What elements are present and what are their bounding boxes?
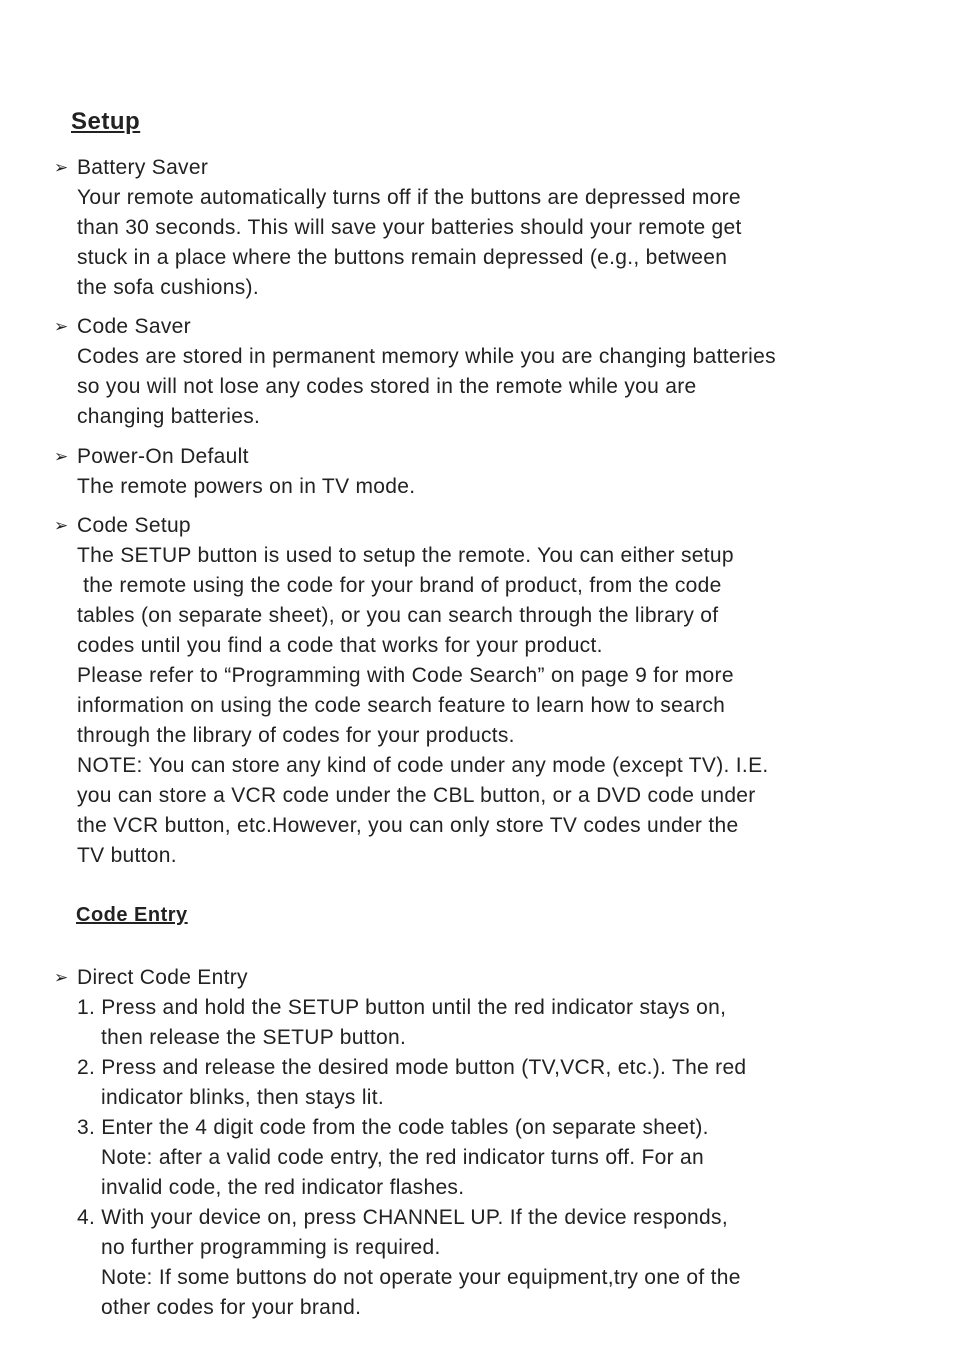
section-title: Code Saver (77, 315, 191, 338)
step-line: no further programming is required. (101, 1236, 441, 1259)
section-body (77, 342, 776, 432)
step-line: 2. Press and release the desired mode button (TV,VCR, etc.). The red (77, 1056, 747, 1079)
body-line: stuck in a place where the buttons remain depressed (e.g., between (77, 246, 728, 269)
step-line: Note: after a valid code entry, the red indicator turns off. For an (101, 1146, 704, 1169)
bullet-arrow-icon: ➢ (54, 317, 69, 336)
body-line: through the library of codes for your products. (77, 724, 515, 747)
step-line: other codes for your brand. (101, 1296, 362, 1319)
section-title: Battery Saver (77, 156, 209, 179)
body-line: information on using the code search feature to learn how to search (77, 694, 726, 717)
body-line: the VCR button, etc.However, you can only store TV codes under the (77, 814, 739, 837)
step-line: then release the SETUP button. (101, 1026, 407, 1049)
step-line: invalid code, the red indicator flashes. (101, 1176, 465, 1199)
body-line: than 30 seconds. This will save your batteries should your remote get (77, 216, 742, 239)
bullet-arrow-icon: ➢ (54, 516, 69, 535)
bullet-arrow-icon: ➢ (54, 158, 69, 177)
section-body (77, 541, 769, 871)
body-line: the sofa cushions). (77, 276, 259, 299)
body-line: you can store a VCR code under the CBL button, or a DVD code under (77, 784, 756, 807)
step-line: 4. With your device on, press CHANNEL UP. If the device responds, (77, 1206, 728, 1229)
step-line: indicator blinks, then stays lit. (101, 1086, 385, 1109)
step-line: 3. Enter the 4 digit code from the code tables (on separate sheet). (77, 1116, 709, 1139)
section-title: Code Setup (77, 514, 191, 537)
section-title: Power-On Default (77, 445, 249, 468)
step-line: Note: If some buttons do not operate your equipment,try one of the (101, 1266, 741, 1289)
step-line: 1. Press and hold the SETUP button until the red indicator stays on, (77, 996, 727, 1019)
setup-heading: Setup (71, 108, 141, 135)
bullet-arrow-icon: ➢ (54, 447, 69, 466)
body-line: The remote powers on in TV mode. (77, 475, 416, 498)
body-line: changing batteries. (77, 405, 261, 428)
body-line: codes until you find a code that works for your product. (77, 634, 603, 657)
section-body (77, 183, 742, 303)
body-line: NOTE: You can store any kind of code under any mode (except TV). I.E. (77, 754, 769, 777)
code-entry-heading: Code Entry (76, 904, 188, 926)
body-line: tables (on separate sheet), or you can search through the library of (77, 604, 719, 627)
body-line: the remote using the code for your brand of product, from the code (77, 574, 722, 597)
section-body (77, 993, 746, 1323)
body-line: TV button. (77, 844, 177, 867)
body-line: so you will not lose any codes stored in the remote while you are (77, 375, 697, 398)
body-line: Please refer to “Programming with Code Search” on page 9 for more (77, 664, 734, 687)
section-body (77, 472, 415, 502)
body-line: Codes are stored in permanent memory while you are changing batteries (77, 345, 776, 368)
body-line: The SETUP button is used to setup the remote. You can either setup (77, 544, 734, 567)
body-line: Your remote automatically turns off if the buttons are depressed more (77, 186, 741, 209)
bullet-arrow-icon: ➢ (54, 968, 69, 987)
section-title: Direct Code Entry (77, 966, 248, 989)
